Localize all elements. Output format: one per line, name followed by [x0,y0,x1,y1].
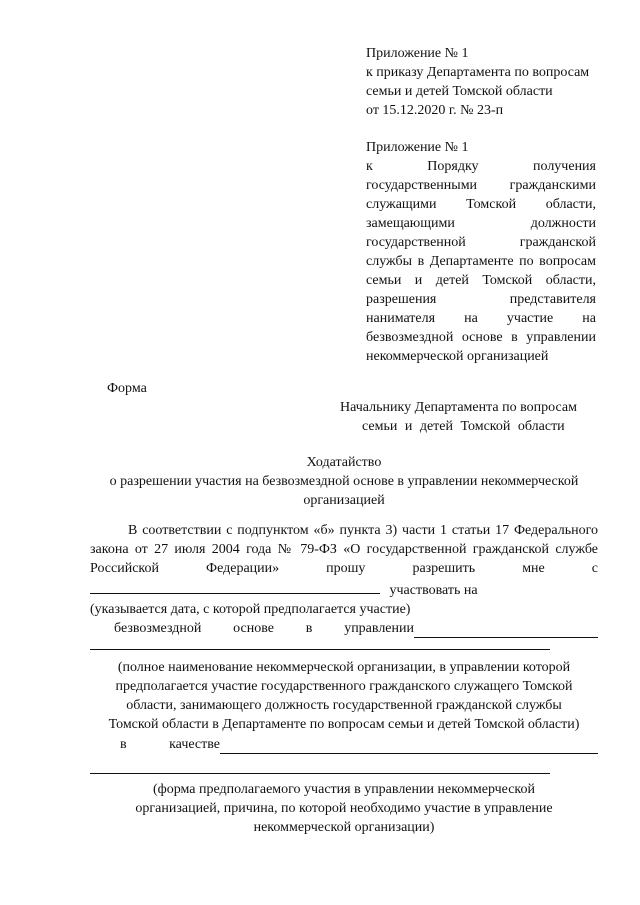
appendix2-line: к Порядку получения [366,159,596,174]
petition-body [90,521,598,837]
appendix1-line: к приказу Департамента по вопросам [366,65,590,80]
petition-title-heading: Ходатайство [306,455,382,470]
body-line: Российской Федерации» прошу разрешить мне с [90,561,598,576]
appendix2-line: государственными гражданскими [366,178,596,193]
body-line: закона от 27 июля 2004 года № 79-ФЗ «О государственной гражданской службе [90,542,598,557]
body-text: безвозмездной основе в управлении [114,621,414,636]
organization-blank-field[interactable] [414,622,598,638]
appendix1-line: семьи и детей Томской области [366,84,553,99]
appendix2-line: службы в Департаменте по вопросам [366,254,596,269]
appendix1-line: Приложение № 1 [366,46,469,61]
petition-title [90,453,598,510]
appendix2-line: семьи и детей Томской области, [366,273,596,288]
petition-title-subject-end: организацией [303,493,385,508]
addressee-line1: Начальнику Департамента по вопросам [340,400,577,415]
appendix2-line: безвозмездной основе в управлении [366,330,596,345]
appendix-header-order [366,44,616,120]
appendix2-line: разрешения представителя [366,292,596,307]
body-line-capacity [90,735,598,754]
body-text: в качестве [120,737,220,752]
hint-date: (указывается дата, с которой предполагается участие) [90,602,411,617]
appendix-header-procedure [366,138,596,366]
body-line-basis [90,619,598,638]
petition-title-subject: о разрешении участия на безвозмездной основе в управлении некоммерческой [109,474,579,489]
body-text: участвовать на [389,583,478,598]
form-label: Форма [107,381,147,396]
body-line: В соответствии с подпунктом «б» пункта 3) части 1 статьи 17 Федерального [128,523,598,538]
addressee [330,398,592,436]
hint-participation-form: (форма предполагаемого участия в управлении некоммерческой организацией, причина, по которой необходимо участие в управление некоммерческой организации) [135,782,553,835]
body-line-date [90,578,598,600]
capacity-blank-field[interactable] [220,738,598,754]
appendix2-line: нанимателя на участие на [366,311,596,326]
hint-organization: (полное наименование некоммерческой организации, в управлении которой предполагается участие государственного гражданского служащего Томской области, занимающего должность государственной гражданской службы Томской области в Департаменте по вопросам семьи и детей Томской области) [108,660,580,732]
appendix2-line: замещающими должности [366,216,596,231]
appendix2-line: служащими Томской области, [366,197,596,212]
appendix1-line: от 15.12.2020 г. № 23-п [366,103,504,118]
addressee-line2: семьи и детей Томской области [362,419,565,434]
appendix2-line: государственной гражданской [366,235,596,250]
appendix2-line: некоммерческой организацией [366,349,549,364]
appendix2-line: Приложение № 1 [366,140,469,155]
date-blank-field[interactable] [90,578,380,594]
